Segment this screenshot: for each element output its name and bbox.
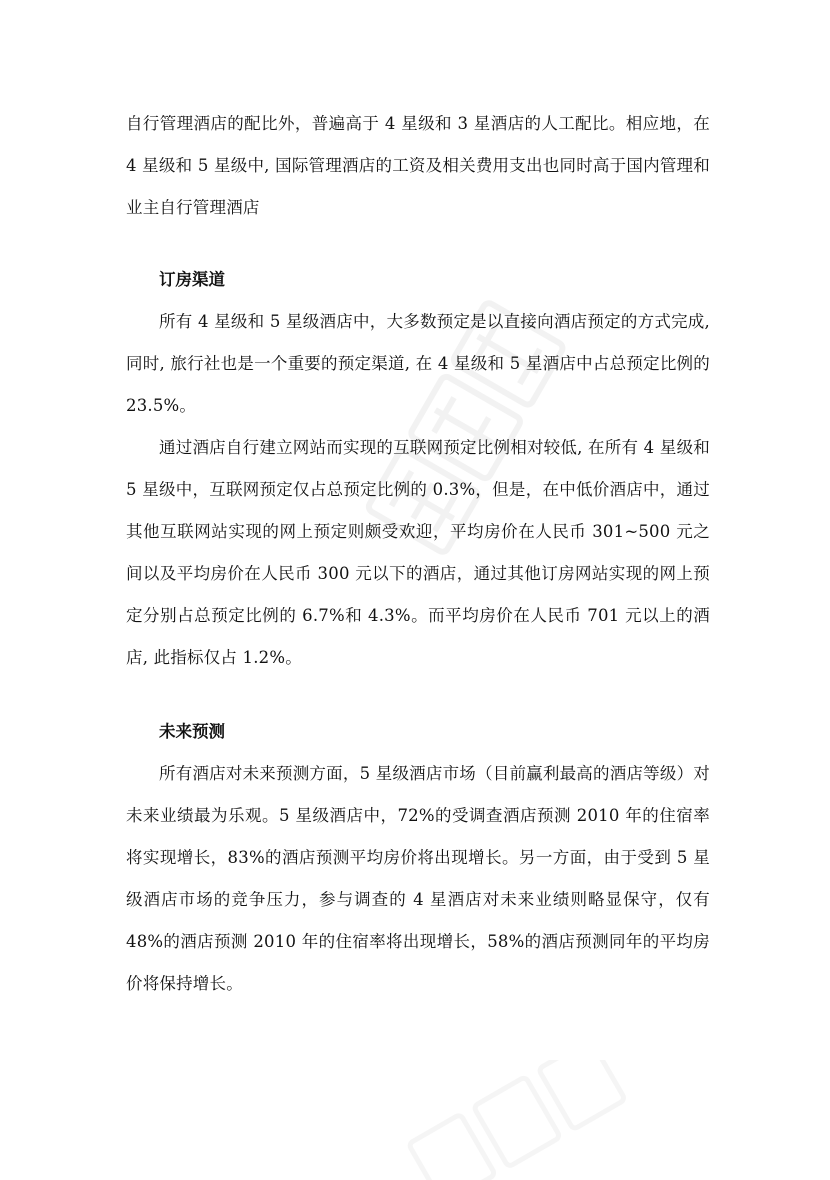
section-heading-booking-channels: 订房渠道 xyxy=(159,270,225,289)
document-body xyxy=(126,103,710,1005)
forecast-paragraph-1: 所有酒店对未来预测方面，5 星级酒店市场（目前赢利最高的酒店等级）对未来业绩最为乐观。5 星级酒店中，72%的受调查酒店预测 2010 年的住宿率将实现增长，83%的酒店预测平均房价将出现增长。另一方面，由于受到 5 星级酒店市场的竞争压力，参与调查的 4 星酒店对未来业绩则略显保守，仅有 48%的酒店预测 2010 年的住宿率将出现增长，58%的酒店预测同年的平均房价将保持增长。 xyxy=(126,764,710,993)
intro-paragraph: 自行管理酒店的配比外，普遍高于 4 星级和 3 星酒店的人工配比。相应地，在 4 星级和 5 星级中, 国际管理酒店的工资及相关费用支出也同时高于国内管理和业主自行管理酒店 xyxy=(126,114,710,217)
section-heading-future-forecast: 未来预测 xyxy=(159,722,225,741)
watermark-logo-bottom xyxy=(380,1060,640,1180)
booking-paragraph-1: 所有 4 星级和 5 星级酒店中，大多数预定是以直接向酒店预定的方式完成, 同时, 旅行社也是一个重要的预定渠道, 在 4 星级和 5 星酒店中占总预定比例的 23.5%。 xyxy=(126,312,710,415)
booking-paragraph-2: 通过酒店自行建立网站而实现的互联网预定比例相对较低, 在所有 4 星级和 5 星级中，互联网预定仅占总预定比例的 0.3%，但是，在中低价酒店中，通过其他互联网站实现的网上预定则颇受欢迎，平均房价在人民币 301~500 元之间以及平均房价在人民币 300 元以下的酒店，通过其他订房网站实现的网上预定分别占总预定比例的 6.7%和 4.3%。而平均房价在人民币 701 元以上的酒店, 此指标仅占 1.2%。 xyxy=(126,438,710,667)
